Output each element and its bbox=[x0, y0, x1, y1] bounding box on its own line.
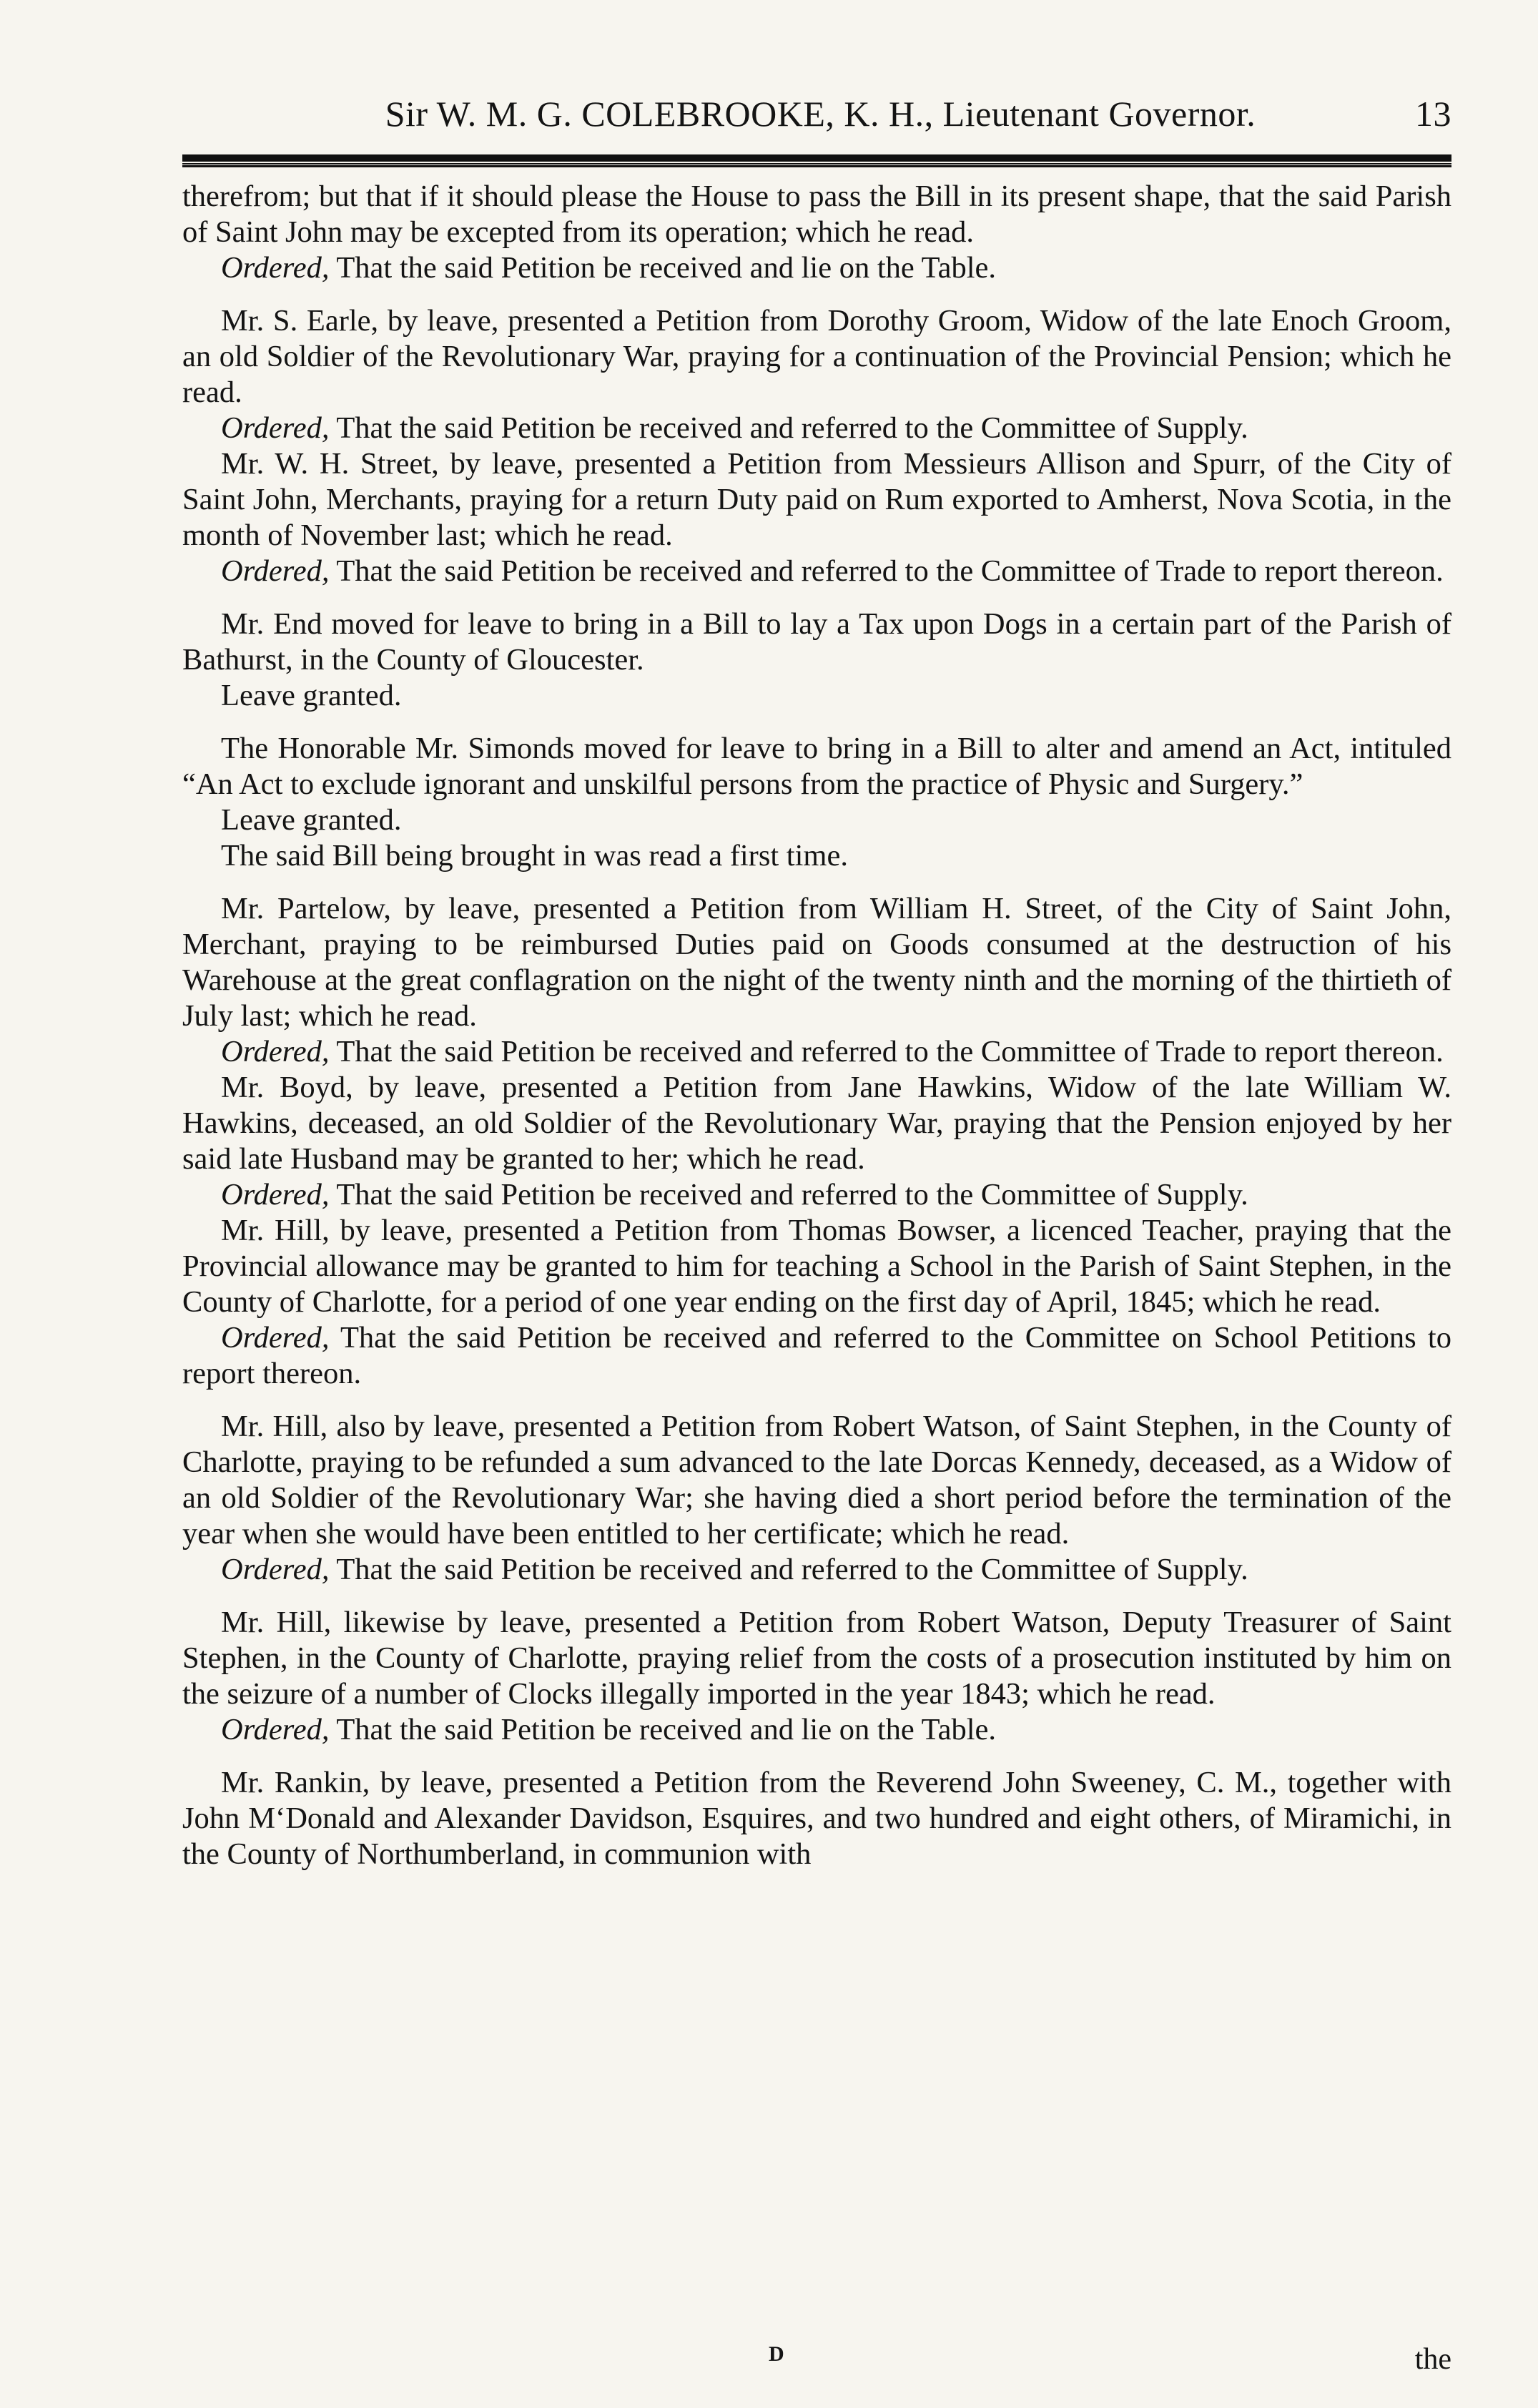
ordered-lead: Ordered, bbox=[221, 1553, 330, 1586]
ordered-paragraph bbox=[182, 411, 1451, 446]
ordered-text: That the said Petition be received and lie on the Table. bbox=[329, 1713, 996, 1746]
ordered-lead: Ordered, bbox=[221, 1035, 330, 1068]
ordered-lead: Ordered, bbox=[221, 251, 330, 285]
ordered-paragraph bbox=[182, 250, 1451, 286]
ordered-text: That the said Petition be received and lie on the Table. bbox=[329, 251, 996, 285]
ordered-paragraph bbox=[182, 1034, 1451, 1070]
paragraph: Mr. Partelow, by leave, presented a Petition from William H. Street, of the City of Saint John, Merchant, praying to be reimbursed Duties paid on Goods consumed at the destruction of his Warehouse at the great conflagration on the night of the twenty ninth and the morning of the thirtieth of July last; which he read. bbox=[182, 892, 1451, 1033]
ordered-text: That the said Petition be received and referred to the Committee of Trade to report thereon. bbox=[329, 1035, 1444, 1068]
header-title: Sir W. M. G. COLEBROOKE, K. H., Lieutenant Governor. bbox=[385, 94, 1256, 134]
paragraph: Mr. Hill, likewise by leave, presented a Petition from Robert Watson, Deputy Treasurer of Saint Stephen, in the County of Charlotte, praying relief from the costs of a prosecution instituted by him on the seizure of a number of Clocks illegally imported in the year 1843; which he read. bbox=[182, 1606, 1451, 1711]
ordered-paragraph bbox=[182, 1712, 1451, 1748]
page-footer bbox=[182, 2342, 1451, 2385]
paragraph: Mr. End moved for leave to bring in a Bill to lay a Tax upon Dogs in a certain part of the Parish of Bathurst, in the County of Gloucester. bbox=[182, 607, 1451, 677]
paragraph: Mr. Boyd, by leave, presented a Petition from Jane Hawkins, Widow of the late William W. Hawkins, deceased, an old Soldier of the Revolutionary War, praying that the Pension enjoyed by her said late Husband may be granted to her; which he read. bbox=[182, 1071, 1451, 1176]
ordered-text: That the said Petition be received and referred to the Committee of Supply. bbox=[329, 1178, 1248, 1212]
ordered-lead: Ordered, bbox=[221, 1321, 330, 1355]
ordered-paragraph bbox=[182, 554, 1451, 589]
signature-mark: D bbox=[769, 2342, 784, 2366]
ordered-paragraph bbox=[182, 1177, 1451, 1213]
ordered-lead: Ordered, bbox=[221, 411, 330, 445]
paragraph: Mr. W. H. Street, by leave, presented a Petition from Messieurs Allison and Spurr, of the City of Saint John, Merchants, praying for a return Duty paid on Rum exported to Amherst, Nova Scotia, in the month of November last; which he read. bbox=[182, 447, 1451, 552]
ordered-lead: Ordered, bbox=[221, 1713, 330, 1746]
ordered-paragraph bbox=[182, 1552, 1451, 1588]
catchword: the bbox=[1414, 2343, 1451, 2376]
paragraph: The Honorable Mr. Simonds moved for leave to bring in a Bill to alter and amend an Act, intituled “An Act to exclude ignorant and unskilful persons from the practice of Physic and Surgery.” bbox=[182, 732, 1451, 801]
ordered-lead: Ordered, bbox=[221, 554, 330, 588]
paragraph: Mr. Hill, also by leave, presented a Petition from Robert Watson, of Saint Stephen, in the County of Charlotte, praying to be refunded a sum advanced to the late Dorcas Kennedy, deceased, as a Widow of an old Soldier of the Revolutionary War; she having died a short period before the termination of the year when she would have been entitled to her certificate; which he read. bbox=[182, 1410, 1451, 1551]
paragraph: Leave granted. bbox=[221, 679, 402, 712]
header-rule bbox=[182, 154, 1451, 167]
page-number: 13 bbox=[1415, 94, 1451, 134]
paragraph: Mr. Hill, by leave, presented a Petition from Thomas Bowser, a licenced Teacher, praying that the Provincial allowance may be granted to him for teaching a School in the Parish of Saint Stephen, in the County of Charlotte, for a period of one year ending on the first day of April, 1845; which he read. bbox=[182, 1214, 1451, 1319]
paragraph: therefrom; but that if it should please the House to pass the Bill in its present shape, that the said Parish of Saint John may be excepted from its operation; which he read. bbox=[182, 180, 1451, 249]
paragraph: The said Bill being brought in was read a first time. bbox=[221, 839, 848, 873]
ordered-text: That the said Petition be received and referred to the Committee of Trade to report thereon. bbox=[329, 554, 1444, 588]
ordered-paragraph bbox=[182, 1320, 1451, 1392]
paragraph: Mr. S. Earle, by leave, presented a Petition from Dorothy Groom, Widow of the late Enoch Groom, an old Soldier of the Revolutionary War, praying for a continuation of the Provincial Pension; which he read. bbox=[182, 304, 1451, 409]
ordered-text: That the said Petition be received and referred to the Committee on School Petitions to report thereon. bbox=[182, 1321, 1451, 1390]
paragraph: Leave granted. bbox=[221, 803, 402, 837]
paragraph: Mr. Rankin, by leave, presented a Petition from the Reverend John Sweeney, C. M., together with John M‘Donald and Alexander Davidson, Esquires, and two hundred and eight others, of Miramichi, in the County of Northumberland, in communion with bbox=[182, 1766, 1451, 1871]
body-text bbox=[182, 179, 1451, 1872]
document-page bbox=[182, 93, 1451, 1872]
ordered-text: That the said Petition be received and referred to the Committee of Supply. bbox=[329, 411, 1248, 445]
running-header bbox=[182, 93, 1451, 150]
ordered-lead: Ordered, bbox=[221, 1178, 330, 1212]
ordered-text: That the said Petition be received and referred to the Committee of Supply. bbox=[329, 1553, 1248, 1586]
